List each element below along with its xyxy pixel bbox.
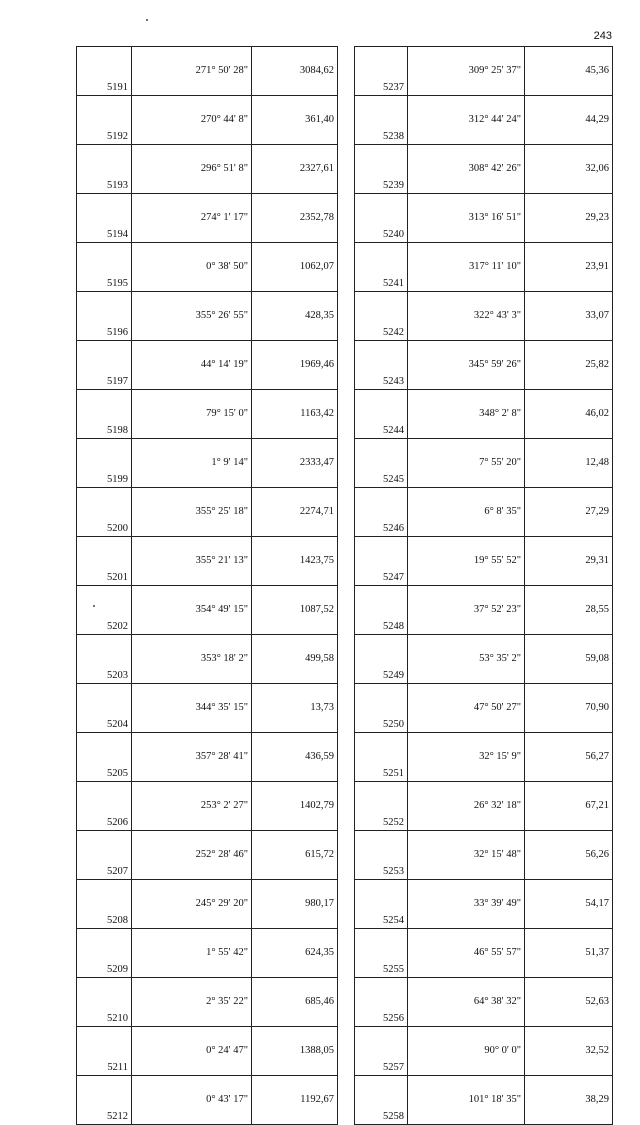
right-survey-table <box>354 46 613 1125</box>
distance-value: 2274,71 <box>252 488 338 537</box>
bearing-angle: 32° 15' 9" <box>408 733 525 782</box>
table-row <box>77 47 338 96</box>
distance-value: 1087,52 <box>252 586 338 635</box>
point-number: 5203 <box>77 635 132 684</box>
bearing-angle: 1° 9' 14" <box>132 439 252 488</box>
distance-value: 428,35 <box>252 292 338 341</box>
distance-value: 25,82 <box>525 341 613 390</box>
bearing-angle: 309° 25' 37" <box>408 47 525 96</box>
bearing-angle: 19° 55' 52" <box>408 537 525 586</box>
point-number: 5251 <box>355 733 408 782</box>
point-number: 5193 <box>77 145 132 194</box>
distance-value: 23,91 <box>525 243 613 292</box>
point-number: 5245 <box>355 439 408 488</box>
point-number: 5206 <box>77 782 132 831</box>
table-row <box>355 145 613 194</box>
table-row <box>355 1027 613 1076</box>
point-number: 5247 <box>355 537 408 586</box>
distance-value: 54,17 <box>525 880 613 929</box>
distance-value: 52,63 <box>525 978 613 1027</box>
distance-value: 615,72 <box>252 831 338 880</box>
bearing-angle: 270° 44' 8" <box>132 96 252 145</box>
table-row <box>77 537 338 586</box>
table-row <box>77 782 338 831</box>
point-number: 5242 <box>355 292 408 341</box>
table-row <box>77 243 338 292</box>
table-row <box>77 880 338 929</box>
distance-value: 1969,46 <box>252 341 338 390</box>
distance-value: 685,46 <box>252 978 338 1027</box>
bearing-angle: 7° 55' 20" <box>408 439 525 488</box>
distance-value: 32,52 <box>525 1027 613 1076</box>
table-row <box>77 1076 338 1125</box>
bearing-angle: 348° 2' 8" <box>408 390 525 439</box>
bearing-angle: 90° 0' 0" <box>408 1027 525 1076</box>
table-row <box>77 586 338 635</box>
table-row <box>77 733 338 782</box>
bearing-angle: 274° 1' 17" <box>132 194 252 243</box>
table-row <box>77 929 338 978</box>
table-row <box>355 1076 613 1125</box>
point-number: 5204 <box>77 684 132 733</box>
point-number: 5253 <box>355 831 408 880</box>
table-row <box>77 145 338 194</box>
point-number: 5254 <box>355 880 408 929</box>
table-row <box>355 96 613 145</box>
table-row <box>77 684 338 733</box>
table-row <box>77 1027 338 1076</box>
table-row <box>355 733 613 782</box>
table-row <box>355 831 613 880</box>
table-row <box>77 978 338 1027</box>
point-number: 5240 <box>355 194 408 243</box>
distance-value: 436,59 <box>252 733 338 782</box>
bearing-angle: 33° 39' 49" <box>408 880 525 929</box>
table-row <box>77 341 338 390</box>
point-number: 5207 <box>77 831 132 880</box>
bearing-angle: 345° 59' 26" <box>408 341 525 390</box>
bearing-angle: 37° 52' 23" <box>408 586 525 635</box>
point-number: 5195 <box>77 243 132 292</box>
page-number: 243 <box>593 30 612 42</box>
table-row <box>77 635 338 684</box>
scan-speck <box>146 19 148 21</box>
table-row <box>355 978 613 1027</box>
table-row <box>355 929 613 978</box>
point-number: 5194 <box>77 194 132 243</box>
bearing-angle: 44° 14' 19" <box>132 341 252 390</box>
distance-value: 1423,75 <box>252 537 338 586</box>
distance-value: 1163,42 <box>252 390 338 439</box>
distance-value: 51,37 <box>525 929 613 978</box>
point-number: 5248 <box>355 586 408 635</box>
table-row <box>355 194 613 243</box>
bearing-angle: 353° 18' 2" <box>132 635 252 684</box>
distance-value: 46,02 <box>525 390 613 439</box>
point-number: 5255 <box>355 929 408 978</box>
distance-value: 32,06 <box>525 145 613 194</box>
bearing-angle: 317° 11' 10" <box>408 243 525 292</box>
bearing-angle: 1° 55' 42" <box>132 929 252 978</box>
point-number: 5200 <box>77 488 132 537</box>
bearing-angle: 64° 38' 32" <box>408 978 525 1027</box>
distance-value: 361,40 <box>252 96 338 145</box>
point-number: 5198 <box>77 390 132 439</box>
point-number: 5243 <box>355 341 408 390</box>
point-number: 5211 <box>77 1027 132 1076</box>
bearing-angle: 344° 35' 15" <box>132 684 252 733</box>
table-row <box>355 537 613 586</box>
table-row <box>355 782 613 831</box>
point-number: 5249 <box>355 635 408 684</box>
bearing-angle: 101° 18' 35" <box>408 1076 525 1125</box>
distance-value: 499,58 <box>252 635 338 684</box>
table-row <box>355 292 613 341</box>
point-number: 5209 <box>77 929 132 978</box>
point-number: 5208 <box>77 880 132 929</box>
distance-value: 29,31 <box>525 537 613 586</box>
point-number: 5201 <box>77 537 132 586</box>
table-row <box>355 586 613 635</box>
bearing-angle: 46° 55' 57" <box>408 929 525 978</box>
distance-value: 1388,05 <box>252 1027 338 1076</box>
distance-value: 1402,79 <box>252 782 338 831</box>
bearing-angle: 0° 24' 47" <box>132 1027 252 1076</box>
point-number: 5239 <box>355 145 408 194</box>
distance-value: 44,29 <box>525 96 613 145</box>
bearing-angle: 355° 21' 13" <box>132 537 252 586</box>
distance-value: 624,35 <box>252 929 338 978</box>
distance-value: 29,23 <box>525 194 613 243</box>
distance-value: 33,07 <box>525 292 613 341</box>
distance-value: 1192,67 <box>252 1076 338 1125</box>
point-number: 5246 <box>355 488 408 537</box>
table-row <box>355 684 613 733</box>
bearing-angle: 252° 28' 46" <box>132 831 252 880</box>
distance-value: 13,73 <box>252 684 338 733</box>
left-survey-table <box>76 46 338 1125</box>
point-number: 5202 <box>77 586 132 635</box>
bearing-angle: 312° 44' 24" <box>408 96 525 145</box>
distance-value: 2327,61 <box>252 145 338 194</box>
table-row <box>77 488 338 537</box>
table-row <box>355 488 613 537</box>
point-number: 5244 <box>355 390 408 439</box>
distance-value: 12,48 <box>525 439 613 488</box>
distance-value: 2352,78 <box>252 194 338 243</box>
table-row <box>355 341 613 390</box>
bearing-angle: 0° 43' 17" <box>132 1076 252 1125</box>
point-number: 5258 <box>355 1076 408 1125</box>
distance-value: 27,29 <box>525 488 613 537</box>
bearing-angle: 2° 35' 22" <box>132 978 252 1027</box>
bearing-angle: 32° 15' 48" <box>408 831 525 880</box>
bearing-angle: 245° 29' 20" <box>132 880 252 929</box>
distance-value: 28,55 <box>525 586 613 635</box>
point-number: 5212 <box>77 1076 132 1125</box>
distance-value: 56,27 <box>525 733 613 782</box>
point-number: 5250 <box>355 684 408 733</box>
bearing-angle: 355° 25' 18" <box>132 488 252 537</box>
table-row <box>77 390 338 439</box>
bearing-angle: 47° 50' 27" <box>408 684 525 733</box>
bearing-angle: 26° 32' 18" <box>408 782 525 831</box>
table-row <box>355 880 613 929</box>
point-number: 5241 <box>355 243 408 292</box>
bearing-angle: 357° 28' 41" <box>132 733 252 782</box>
bearing-angle: 354° 49' 15" <box>132 586 252 635</box>
table-row <box>77 439 338 488</box>
table-row <box>355 47 613 96</box>
distance-value: 70,90 <box>525 684 613 733</box>
point-number: 5192 <box>77 96 132 145</box>
table-row <box>77 831 338 880</box>
bearing-angle: 53° 35' 2" <box>408 635 525 684</box>
point-number: 5238 <box>355 96 408 145</box>
point-number: 5210 <box>77 978 132 1027</box>
table-row <box>77 96 338 145</box>
point-number: 5205 <box>77 733 132 782</box>
bearing-angle: 308° 42' 26" <box>408 145 525 194</box>
point-number: 5237 <box>355 47 408 96</box>
bearing-angle: 79° 15' 0" <box>132 390 252 439</box>
distance-value: 1062,07 <box>252 243 338 292</box>
bearing-angle: 313° 16' 51" <box>408 194 525 243</box>
distance-value: 67,21 <box>525 782 613 831</box>
table-row <box>355 439 613 488</box>
table-row <box>355 243 613 292</box>
point-number: 5199 <box>77 439 132 488</box>
bearing-angle: 0° 38' 50" <box>132 243 252 292</box>
distance-value: 45,36 <box>525 47 613 96</box>
table-row <box>77 194 338 243</box>
distance-value: 38,29 <box>525 1076 613 1125</box>
bearing-angle: 296° 51' 8" <box>132 145 252 194</box>
table-row <box>355 390 613 439</box>
bearing-angle: 322° 43' 3" <box>408 292 525 341</box>
point-number: 5197 <box>77 341 132 390</box>
bearing-angle: 355° 26' 55" <box>132 292 252 341</box>
distance-value: 3084,62 <box>252 47 338 96</box>
distance-value: 56,26 <box>525 831 613 880</box>
point-number: 5257 <box>355 1027 408 1076</box>
table-row <box>355 635 613 684</box>
point-number: 5252 <box>355 782 408 831</box>
distance-value: 2333,47 <box>252 439 338 488</box>
point-number: 5256 <box>355 978 408 1027</box>
table-row <box>77 292 338 341</box>
point-number: 5191 <box>77 47 132 96</box>
bearing-angle: 271° 50' 28" <box>132 47 252 96</box>
distance-value: 59,08 <box>525 635 613 684</box>
distance-value: 980,17 <box>252 880 338 929</box>
bearing-angle: 253° 2' 27" <box>132 782 252 831</box>
bearing-angle: 6° 8' 35" <box>408 488 525 537</box>
point-number: 5196 <box>77 292 132 341</box>
